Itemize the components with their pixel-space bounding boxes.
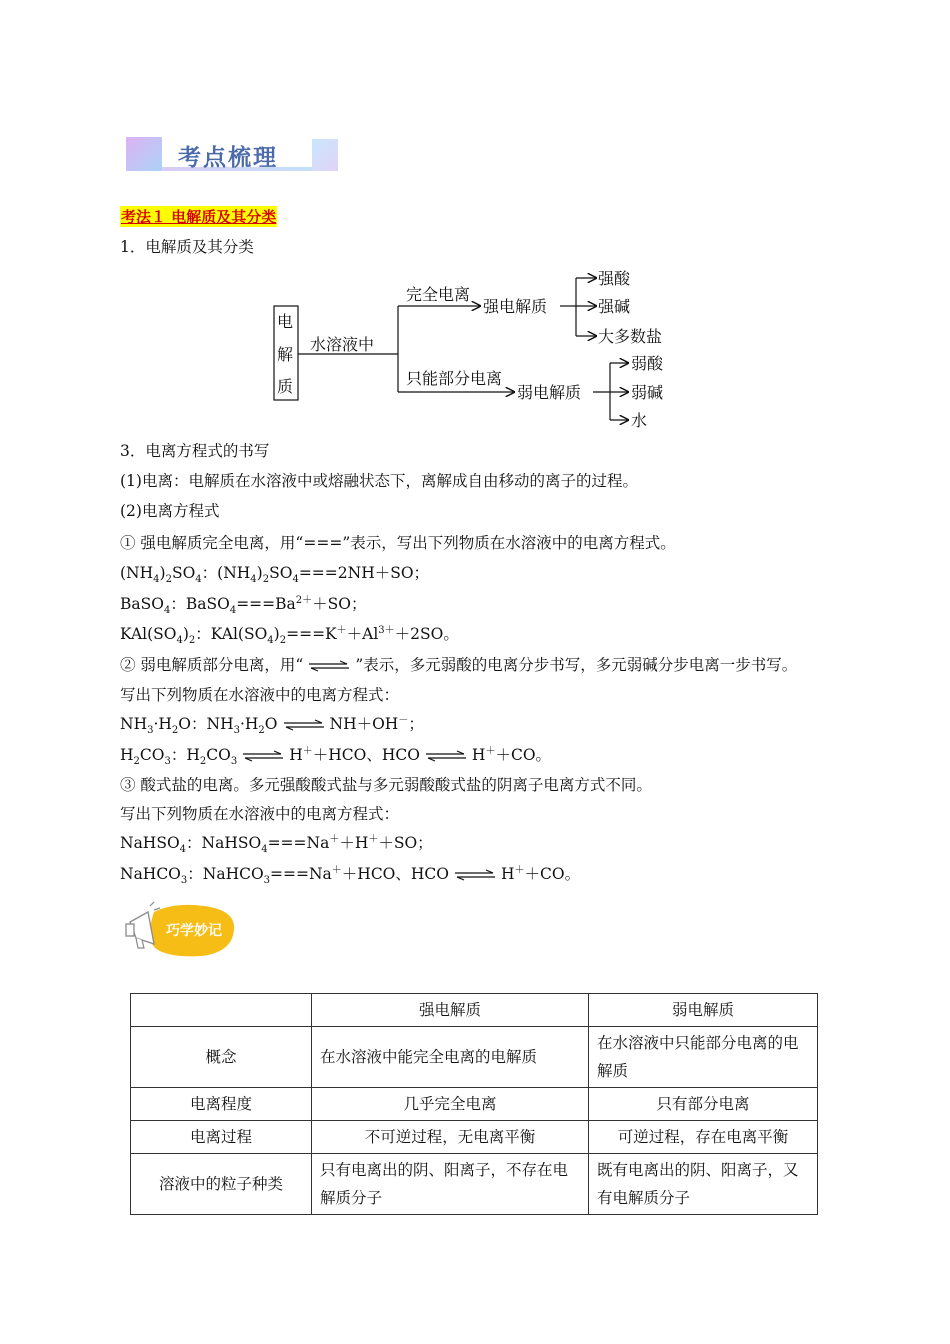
table-cell: 在水溶液中能完全电离的电解质 xyxy=(312,1027,589,1088)
table-cell: 几乎完全电离 xyxy=(312,1088,589,1121)
paragraph-ionization-equation: (2)电离方程式 xyxy=(120,502,220,520)
paragraph-write-equations-1: 写出下列物质在水溶液中的电离方程式： xyxy=(120,686,400,704)
diagram-strong-electrolyte: 强电解质 xyxy=(483,297,548,316)
table-row xyxy=(131,1154,818,1215)
diagram-weak-base: 弱碱 xyxy=(631,383,664,402)
paragraph-acid-salt-rule: ③ 酸式盐的电离。多元强酸酸式盐与多元弱酸酸式盐的阴离子电离方式不同。 xyxy=(120,776,652,794)
diagram-complete-ionization: 完全电离 xyxy=(406,285,471,304)
paragraph-strong-rule: ① 强电解质完全电离，用“===”表示，写出下列物质在水溶液中的电离方程式。 xyxy=(120,534,676,552)
table-header-cell: 强电解质 xyxy=(312,994,589,1027)
equation-alum: $KAl(SO_4)_2$：$KAl(SO_4)_2===K^++Al^{3+}+2SO$。 xyxy=(120,624,459,647)
equation-ammonia-hydrate: $NH_3\cdot H_2O$：$NH_3\cdot H_2O$ NH＋OH－； xyxy=(120,714,424,737)
section-title: 考法１ 电解质及其分类 xyxy=(121,208,277,226)
banner-title: 考点梳理 xyxy=(178,145,278,171)
table-header-cell: 弱电解质 xyxy=(589,994,818,1027)
root-char-2: 解 xyxy=(277,345,294,364)
paragraph-write-equations-2: 写出下列物质在水溶液中的电离方程式： xyxy=(120,805,400,823)
equation-sodium-bicarbonate: NaHCO$_3$：NaHCO$_3$===Na＋＋HCO、HCO H＋＋CO。 xyxy=(120,864,581,887)
table-row xyxy=(131,1027,818,1088)
diagram-partial-ionization: 只能部分电离 xyxy=(406,369,503,388)
equation-sodium-bisulfate: NaHSO$_4$：NaHSO$_4$===Na＋＋H＋＋SO； xyxy=(120,833,433,856)
table-cell: 溶液中的粒子种类 xyxy=(131,1154,312,1215)
equation-ammonium-sulfate: $(NH_4)_2SO_4$：$(NH_4)_2SO_4===2NH+SO$； xyxy=(120,564,430,586)
diagram-weak-acid: 弱酸 xyxy=(631,354,664,373)
diagram-water: 水 xyxy=(631,411,648,430)
banner-decoration-left xyxy=(126,137,162,171)
banner-decoration-right xyxy=(312,139,338,171)
table-cell: 只有部分电离 xyxy=(589,1088,818,1121)
section-banner xyxy=(126,137,340,177)
table-row xyxy=(131,1121,818,1154)
table-cell: 电离过程 xyxy=(131,1121,312,1154)
table-header-row xyxy=(131,994,818,1027)
comparison-table xyxy=(130,993,818,1215)
reversible-arrow-icon xyxy=(424,750,468,762)
tip-badge xyxy=(124,900,240,958)
table-row xyxy=(131,1088,818,1121)
reversible-arrow-icon xyxy=(241,750,285,762)
table-cell: 可逆过程，存在电离平衡 xyxy=(589,1121,818,1154)
table-cell: 在水溶液中只能部分电离的电解质 xyxy=(589,1027,818,1088)
diagram-most-salts: 大多数盐 xyxy=(598,327,663,346)
heading-classification: 1．电解质及其分类 xyxy=(120,238,254,256)
table-cell: 概念 xyxy=(131,1027,312,1088)
tip-badge-label: 巧学妙记 xyxy=(166,923,222,939)
paragraph-weak-rule: ② 弱电解质部分电离，用“ ”表示，多元弱酸的电离分步书写，多元弱碱分步电离一步书写。 xyxy=(120,656,798,674)
reversible-arrow-icon xyxy=(282,719,326,731)
table-cell: 只有电离出的阴、阳离子，不存在电解质分子 xyxy=(312,1154,589,1215)
diagram-strong-acid: 强酸 xyxy=(598,269,631,288)
diagram-aqueous-label: 水溶液中 xyxy=(310,335,375,354)
table-cell: 电离程度 xyxy=(131,1088,312,1121)
equation-carbonic-acid: $H_2CO_3$：$H_2CO_3$ H＋＋HCO、HCO H＋＋CO。 xyxy=(120,745,552,768)
paragraph-ionization-definition: (1)电离：电解质在水溶液中或熔融状态下，离解成自由移动的离子的过程。 xyxy=(120,472,638,490)
heading-ionization-equations: 3．电离方程式的书写 xyxy=(120,442,270,460)
root-char-1: 电 xyxy=(277,312,294,331)
table-header-cell xyxy=(131,994,312,1027)
root-char-3: 质 xyxy=(277,377,294,396)
diagram-strong-base: 强碱 xyxy=(598,297,631,316)
table-cell: 既有电离出的阴、阳离子，又有电解质分子 xyxy=(589,1154,818,1215)
reversible-arrow-icon xyxy=(307,660,351,672)
diagram-weak-electrolyte: 弱电解质 xyxy=(517,383,582,402)
classification-diagram xyxy=(270,262,690,434)
reversible-arrow-icon xyxy=(453,869,497,881)
table-cell: 不可逆过程，无电离平衡 xyxy=(312,1121,589,1154)
equation-barium-sulfate: BaSO$_4$：$BaSO_4===Ba^{2+}+SO$； xyxy=(120,594,367,617)
